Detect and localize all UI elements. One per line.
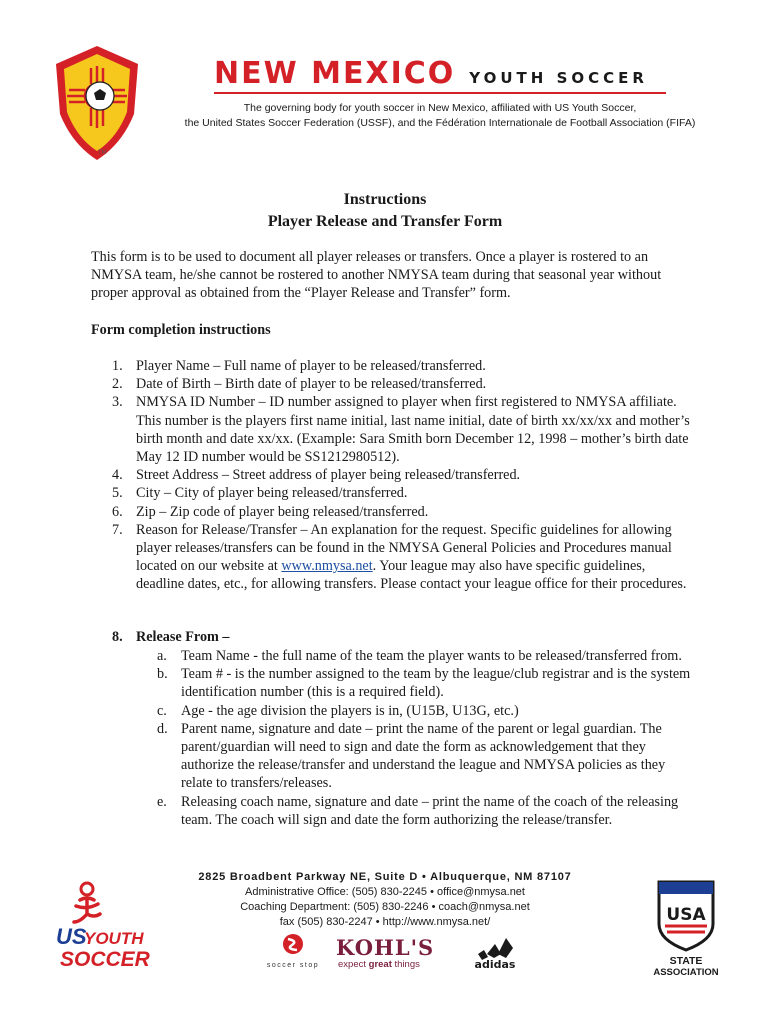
header-rule: [214, 92, 666, 94]
svg-text:soccer stop: soccer stop: [266, 962, 320, 969]
sub-list-item: c. Age - the age division the players is in, (U15B, U13G, etc.): [157, 702, 519, 719]
governing-statement: The governing body for youth soccer in New Mexico, affiliated with US Youth Soccer, the United States Soccer Federation (USSF), and the Fédération Internationale de Football Association (FIFA): [184, 102, 696, 129]
list-item: 4. Street Address – Street address of player being released/transferred.: [112, 467, 521, 484]
nmysa-website-link[interactable]: www.nmysa.net: [281, 558, 373, 575]
kohls-logo: [334, 935, 454, 971]
list-item: 1. Player Name – Full name of player to be released/transferred.: [112, 358, 486, 374]
org-title: [214, 56, 648, 91]
adidas-logo: [468, 930, 522, 970]
sub-list-item: b. Team # - is the number assigned to the team by the league/club registrar and is the system identification number (this is a required field).: [157, 666, 691, 701]
nmysa-shield-logo: [52, 44, 142, 162]
footer-contact: [165, 870, 605, 930]
document-title: [0, 189, 770, 233]
intro-paragraph: This form is to be used to document all player releases or transfers. Once a player is rostered to an NMYSA team, he/she cannot be rostered to another NMYSA team during that seasonal year without proper approval as obtained from the “Player Release and Transfer” form.: [91, 249, 662, 302]
sub-list-item: d. Parent name, signature and date – print the name of the parent or legal guardian. The parent/guardian will need to sign and date the form as acknowledgement that they authorize the release/transfer and understand the league and NMYSA policies as they relate to transfers/releases.: [157, 720, 666, 792]
sub-list-item: a. Team Name - the full name of the team the player wants to be released/transferred from.: [157, 648, 682, 664]
svg-text:ASSOCIATION: ASSOCIATION: [653, 967, 719, 976]
list-item-reason: 7. Reason for Release/Transfer – An explanation for the request. Specific guidelines for allowing player releases/transfers can be found in the NMYSA General Policies and Procedures manual located on our website at www.nmysa.net. Your league may also have specific guidelines, deadline dates, etc., for allowing transfers. Please contact your league office for their procedures.: [112, 521, 687, 593]
footer-address: 2825 Broadbent Parkway NE, Suite D • Albuquerque, NM 87107: [198, 871, 572, 883]
title-line-2: Player Release and Transfer Form: [267, 213, 503, 230]
footer-admin: Administrative Office: (505) 830-2245 • office@nmysa.net: [245, 886, 525, 898]
svg-text:USA: USA: [666, 905, 706, 925]
title-line-1: Instructions: [343, 191, 427, 208]
list-item: 6. Zip – Zip code of player being released/transferred.: [112, 503, 429, 520]
footer-fax: fax (505) 830-2247 • http://www.nmysa.net/: [279, 916, 491, 928]
footer-coaching: Coaching Department: (505) 830-2246 • coach@nmysa.net: [240, 901, 530, 913]
list-item: 2. Date of Birth – Birth date of player to be released/transferred.: [112, 376, 487, 393]
list-item: 5. City – City of player being released/transferred.: [112, 485, 408, 502]
svg-text:KOHL'S: KOHL'S: [336, 935, 435, 960]
release-from-list: [136, 647, 692, 829]
org-sub-name: YOUTH SOCCER: [469, 69, 648, 87]
svg-text:STATE: STATE: [669, 955, 703, 967]
svg-text:SOCCER: SOCCER: [60, 948, 150, 971]
form-completion-heading: Form completion instructions: [91, 322, 271, 338]
trademark-mark: TM: [98, 150, 107, 156]
sub-list-item: e. Releasing coach name, signature and date – print the name of the coach of the releasing team. The coach will sign and date the form authorizing the release/transfer.: [157, 793, 679, 828]
svg-text:US: US: [56, 924, 87, 949]
list-item: 3. NMYSA ID Number – ID number assigned to player when first registered to NMYSA affiliate. This number is the players first name initial, last name initial, date of birth xx/xx/xx and mother’s birth month and date xx/xx. (Example: Sara Smith born December 12, 1998 – mother’s birth date May 12 ID number would be SS1212980512).: [112, 394, 690, 466]
instruction-list: [91, 357, 691, 594]
svg-text:expect great things: expect great things: [338, 959, 420, 970]
org-main-name: NEW MEXICO: [214, 56, 456, 91]
soccer-stop-logo: [262, 932, 324, 970]
ussf-state-association-logo: [651, 878, 721, 976]
svg-text:YOUTH: YOUTH: [84, 929, 144, 948]
us-youth-soccer-logo: [50, 880, 150, 976]
svg-text:adidas: adidas: [474, 958, 516, 970]
